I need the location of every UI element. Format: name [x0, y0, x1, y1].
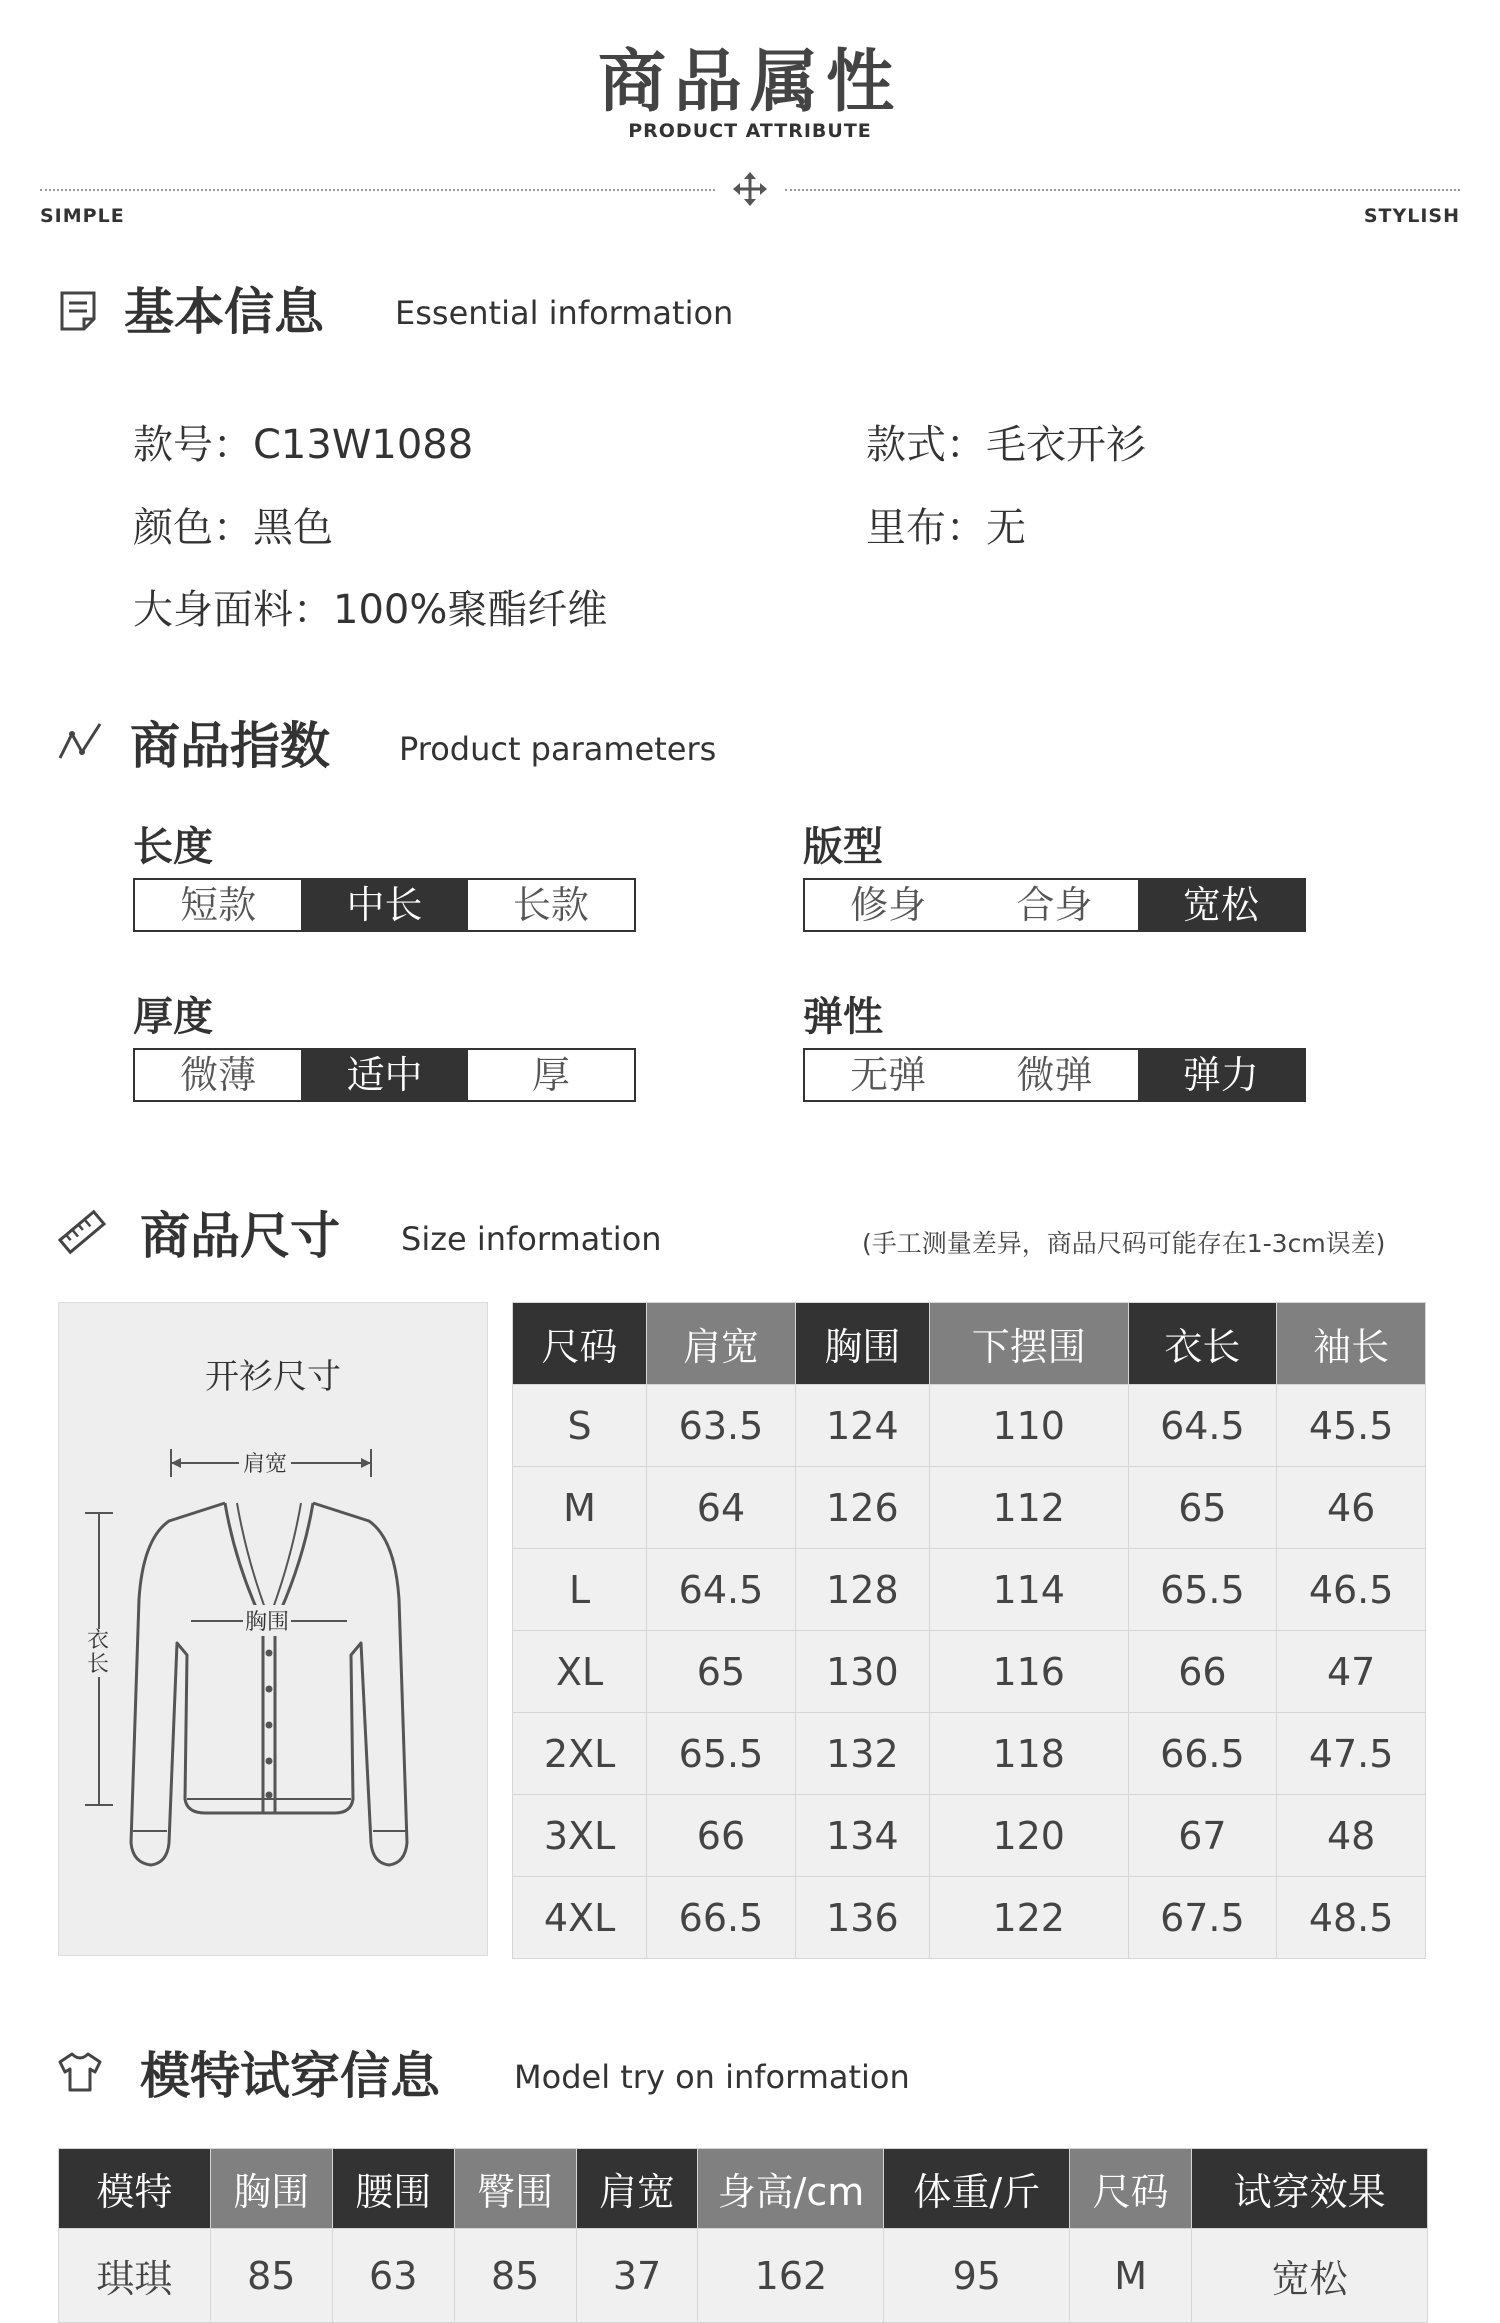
table-cell: 162 — [698, 2229, 884, 2323]
fit-options — [803, 878, 1306, 932]
tshirt-icon — [56, 2048, 104, 2096]
table-cell: 122 — [929, 1877, 1128, 1959]
table-cell: 128 — [795, 1549, 929, 1631]
thickness-option-thin: 微薄 — [180, 1053, 257, 1097]
table-row — [513, 1795, 1426, 1877]
model-section-subtitle: Model try on information — [514, 2058, 910, 2096]
model-header-cell: 体重/斤 — [884, 2149, 1070, 2229]
model-header-cell: 试穿效果 — [1192, 2149, 1428, 2229]
table-cell: 85 — [210, 2229, 332, 2323]
table-row — [513, 1631, 1426, 1713]
style-type: 款式：毛衣开衫 — [866, 422, 1146, 468]
thickness-label: 厚度 — [133, 994, 213, 1040]
table-cell: 95 — [884, 2229, 1070, 2323]
table-row — [59, 2229, 1428, 2323]
stylish-tag: STYLISH — [1363, 205, 1460, 227]
table-cell: 114 — [929, 1549, 1128, 1631]
table-row — [513, 1713, 1426, 1795]
table-cell: 85 — [454, 2229, 576, 2323]
table-cell: 134 — [795, 1795, 929, 1877]
table-cell: 47.5 — [1277, 1713, 1426, 1795]
fit-option-loose: 宽松 — [1138, 880, 1304, 930]
length-option-mid: 中长 — [301, 880, 467, 930]
table-cell: 66 — [647, 1795, 796, 1877]
basic-section-title: 基本信息 — [124, 283, 324, 341]
divider-right — [785, 189, 1460, 191]
table-cell: 66.5 — [1128, 1713, 1277, 1795]
table-cell: L — [513, 1549, 647, 1631]
table-cell: 66.5 — [647, 1877, 796, 1959]
table-row — [513, 1385, 1426, 1467]
table-cell: 65 — [1128, 1467, 1277, 1549]
elasticity-option-slight: 微弹 — [1016, 1053, 1093, 1097]
table-cell: 116 — [929, 1631, 1128, 1713]
table-cell: 48 — [1277, 1795, 1426, 1877]
table-cell: 65.5 — [647, 1713, 796, 1795]
elasticity-option-stretch: 弹力 — [1138, 1050, 1304, 1100]
four-way-arrow-icon — [733, 172, 767, 206]
length-option-long: 长款 — [512, 883, 589, 927]
table-cell: 64.5 — [647, 1549, 796, 1631]
elasticity-option-none: 无弹 — [850, 1053, 927, 1097]
size-table-header — [513, 1303, 1426, 1385]
table-cell: 65 — [647, 1631, 796, 1713]
table-cell: M — [1070, 2229, 1192, 2323]
ruler-icon — [58, 1208, 106, 1256]
table-cell: 47 — [1277, 1631, 1426, 1713]
length-label: 长度 — [133, 824, 213, 870]
size-section-title: 商品尺寸 — [140, 1207, 340, 1265]
page-title: 商品属性 — [597, 43, 902, 122]
fabric-info: 大身面料：100%聚酯纤维 — [133, 587, 608, 633]
table-cell: 132 — [795, 1713, 929, 1795]
table-cell: 66 — [1128, 1631, 1277, 1713]
table-cell: 宽松 — [1192, 2229, 1428, 2323]
notepad-icon — [56, 287, 104, 335]
table-row — [513, 1467, 1426, 1549]
table-cell: 124 — [795, 1385, 929, 1467]
table-cell: 3XL — [513, 1795, 647, 1877]
style-number: 款号：C13W1088 — [133, 422, 474, 468]
thickness-option-thick: 厚 — [531, 1053, 570, 1097]
size-header-cell: 下摆围 — [929, 1303, 1128, 1385]
table-cell: 46 — [1277, 1467, 1426, 1549]
model-header-cell: 尺码 — [1070, 2149, 1192, 2229]
length-option-short: 短款 — [180, 883, 257, 927]
color-info: 颜色：黑色 — [133, 505, 333, 551]
size-note: (手工测量差异，商品尺码可能存在1-3cm误差) — [862, 1229, 1386, 1258]
fit-label: 版型 — [803, 824, 883, 870]
cardigan-diagram — [58, 1302, 488, 1956]
thickness-options — [133, 1048, 636, 1102]
table-cell: 46.5 — [1277, 1549, 1426, 1631]
table-cell: 63 — [332, 2229, 454, 2323]
table-cell: 4XL — [513, 1877, 647, 1959]
model-header-cell: 身高/cm — [698, 2149, 884, 2229]
model-header-cell: 模特 — [59, 2149, 211, 2229]
size-header-cell: 尺码 — [513, 1303, 647, 1385]
table-cell: 112 — [929, 1467, 1128, 1549]
model-table — [58, 2148, 1428, 2323]
table-cell: 126 — [795, 1467, 929, 1549]
params-section-subtitle: Product parameters — [399, 730, 717, 768]
size-header-cell: 袖长 — [1277, 1303, 1426, 1385]
table-cell: 2XL — [513, 1713, 647, 1795]
table-cell: 37 — [576, 2229, 698, 2323]
table-cell: 65.5 — [1128, 1549, 1277, 1631]
params-section-title: 商品指数 — [130, 717, 330, 775]
table-cell: 63.5 — [647, 1385, 796, 1467]
thickness-option-medium: 适中 — [301, 1050, 467, 1100]
elasticity-options — [803, 1048, 1306, 1102]
model-header-cell: 腰围 — [332, 2149, 454, 2229]
basic-section-subtitle: Essential information — [395, 294, 734, 332]
table-cell: 45.5 — [1277, 1385, 1426, 1467]
size-table — [512, 1302, 1426, 1959]
size-section-subtitle: Size information — [401, 1220, 662, 1258]
length-measure-label: 衣长 — [86, 1628, 109, 1677]
chest-label: 胸围 — [243, 1605, 291, 1636]
model-header-cell: 肩宽 — [576, 2149, 698, 2229]
size-header-cell: 肩宽 — [647, 1303, 796, 1385]
table-cell: 130 — [795, 1631, 929, 1713]
table-cell: 64 — [647, 1467, 796, 1549]
size-header-cell: 衣长 — [1128, 1303, 1277, 1385]
table-cell: M — [513, 1467, 647, 1549]
model-section-title: 模特试穿信息 — [140, 2047, 440, 2105]
fit-option-slim: 修身 — [850, 883, 927, 927]
table-cell: 67 — [1128, 1795, 1277, 1877]
length-options — [133, 878, 636, 932]
table-cell: 120 — [929, 1795, 1128, 1877]
table-cell: 67.5 — [1128, 1877, 1277, 1959]
table-cell: 琪琪 — [59, 2229, 211, 2323]
table-cell: 136 — [795, 1877, 929, 1959]
elasticity-label: 弹性 — [803, 994, 883, 1040]
table-cell: XL — [513, 1631, 647, 1713]
size-header-cell: 胸围 — [795, 1303, 929, 1385]
fit-option-regular: 合身 — [1016, 883, 1093, 927]
table-cell: 64.5 — [1128, 1385, 1277, 1467]
diagram-title: 开衫尺寸 — [205, 1357, 341, 1397]
table-cell: 48.5 — [1277, 1877, 1426, 1959]
shoulder-label: 肩宽 — [239, 1447, 291, 1478]
table-cell: S — [513, 1385, 647, 1467]
trend-line-icon — [56, 718, 104, 766]
lining-info: 里布：无 — [866, 505, 1026, 551]
model-table-header — [59, 2149, 1428, 2229]
divider-left — [40, 189, 715, 191]
model-header-cell: 臀围 — [454, 2149, 576, 2229]
page-subtitle: PRODUCT ATTRIBUTE — [628, 120, 872, 142]
model-header-cell: 胸围 — [210, 2149, 332, 2229]
table-cell: 118 — [929, 1713, 1128, 1795]
table-row — [513, 1549, 1426, 1631]
simple-tag: SIMPLE — [40, 205, 125, 227]
table-row — [513, 1877, 1426, 1959]
table-cell: 110 — [929, 1385, 1128, 1467]
